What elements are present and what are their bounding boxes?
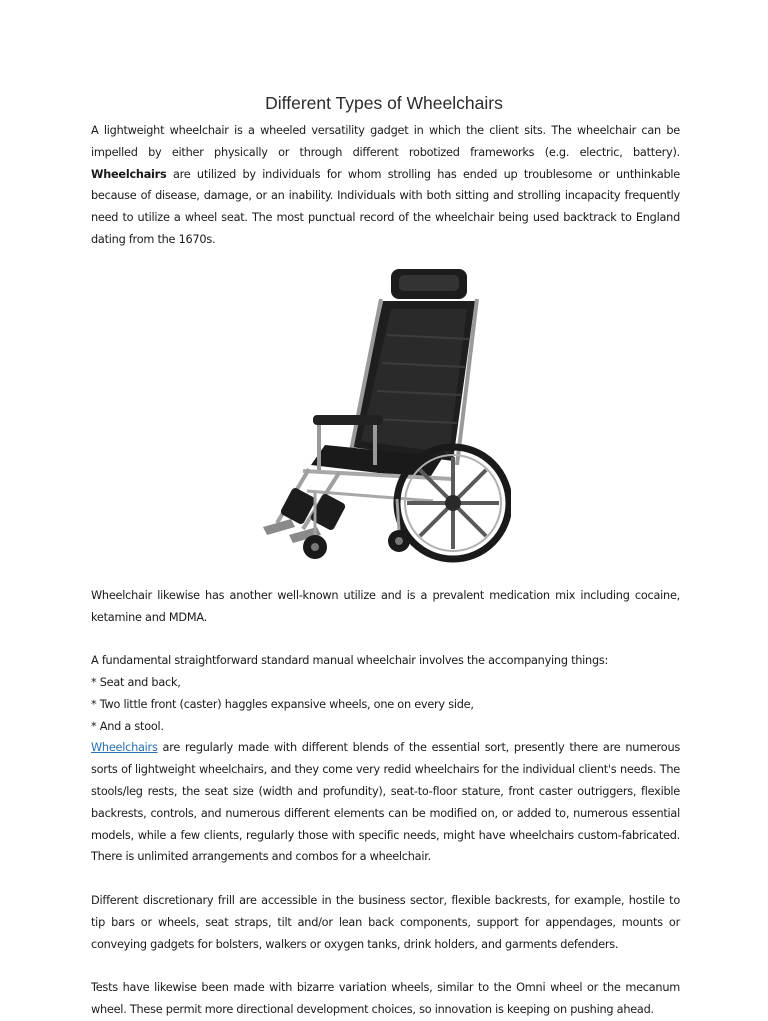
paragraph-gap <box>91 868 680 890</box>
options-paragraph: Different discretionary frill are accessible in the business sector, flexible backrests, for example, hostile to tip bars or wheels, seat straps, tilt and/or lean back components, support for appendages, mounts or conveying gadgets for bolsters, walkers or oxygen tanks, drink holders, and garments defenders. <box>91 893 680 951</box>
variants-paragraph <box>91 737 680 868</box>
paragraph-gap <box>91 628 680 650</box>
intro-text-1: A lightweight wheelchair is a wheeled versatility gadget in which the client sits. The wheelchair can be impelled by either physically or through different robotized frameworks (e.g. electric, battery). <box>91 124 680 159</box>
variants-text: are regularly made with different blends of the essential sort, presently there are numerous sorts of lightweight wheelchairs, and they come very redid wheelchairs for the individual client's needs. The stools/leg rests, the seat size (width and profundity), seat-to-floor stature, front caster outriggers, flexible backrests, controls, and numerous different elements can be modified on, or added to, numerous essential models, while a few clients, regularly those with specific needs, might have wheelchairs custom-fabricated. There is unlimited arrangements and combos for a wheelchair. <box>91 741 681 864</box>
document-body <box>91 120 680 1021</box>
list-item-2: * Two little front (caster) haggles expansive wheels, one on every side, <box>91 697 474 711</box>
wheelchair-image <box>263 265 511 565</box>
page-title: Different Types of Wheelchairs <box>265 93 503 113</box>
paragraph-gap <box>91 955 680 977</box>
wheelchairs-link[interactable]: Wheelchairs <box>91 741 158 755</box>
list-item-3: * And a stool. <box>91 719 164 733</box>
tests-paragraph: Tests have likewise been made with bizarre variation wheels, similar to the Omni wheel or the mecanum wheel. These permit more directional development choices, so innovation is keeping on pushing ahead. <box>91 981 680 1016</box>
intro-text-2: are utilized by individuals for whom strolling has ended up troublesome or unthinkable because of disease, damage, or an inability. Individuals with both sitting and strolling incapacity frequently need to utilize a wheel seat. The most punctual record of the wheelchair being used backtrack to England dating from the 1670s. <box>91 167 680 246</box>
intro-paragraph <box>91 120 680 251</box>
drugs-paragraph: Wheelchair likewise has another well-known utilize and is a prevalent medication mix including cocaine, ketamine and MDMA. <box>91 588 680 624</box>
intro-bold-term: Wheelchairs <box>91 167 167 181</box>
wheelchair-figure <box>91 251 680 585</box>
list-item-1: * Seat and back, <box>91 675 181 689</box>
list-intro: A fundamental straightforward standard manual wheelchair involves the accompanying things: <box>91 654 609 668</box>
